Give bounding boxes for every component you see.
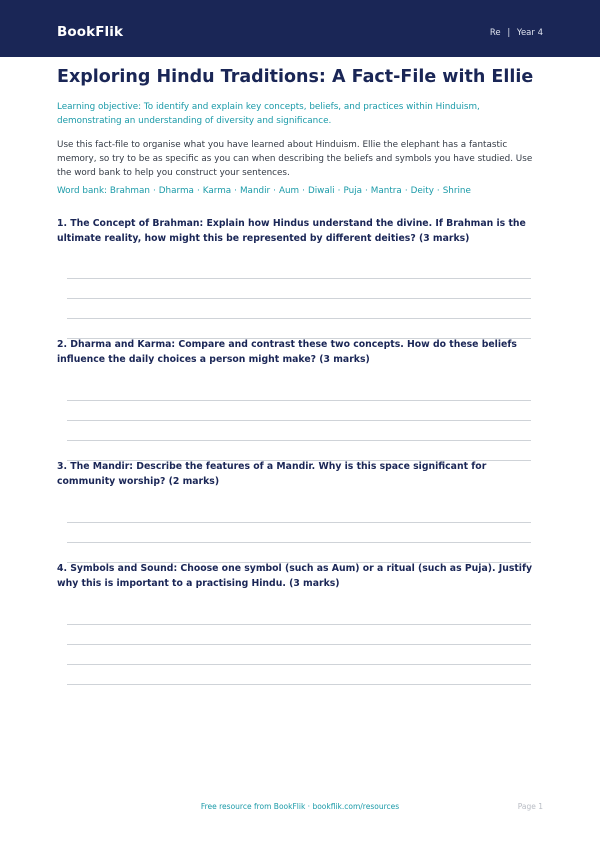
word-bank-word: Mantra	[370, 186, 402, 196]
year-label: Year 4	[516, 28, 543, 38]
worksheet-title: Exploring Hindu Traditions: A Fact-File with Ellie	[57, 67, 534, 87]
question-text: 4. Symbols and Sound: Choose one symbol (such as Aum) or a ritual (such as Puja). Justify why this is important to a practising Hindu. (3 marks)	[57, 563, 533, 589]
subject-label: Re	[489, 28, 501, 38]
learning-objective: Learning objective: To identify and explain key concepts, beliefs, and practices within Hinduism, demonstrating an understanding of diversity and significance.	[57, 102, 480, 126]
answer-line[interactable]	[67, 684, 531, 685]
intro-paragraph: Use this fact-file to organise what you have learned about Hinduism. Ellie the elephant has a fantastic memory, so try to be as specific as you can when describing the beliefs and symbols you have studied. Use the word bank to help you construct your sentences.	[57, 140, 533, 178]
footer-resource-link[interactable]: Free resource from BookFlik · bookflik.com/resources	[200, 802, 400, 811]
answer-line[interactable]	[67, 664, 531, 665]
page-number: Page 1	[517, 802, 543, 811]
word-bank-word: Brahman	[109, 186, 150, 196]
word-bank-word: Deity	[410, 186, 434, 196]
answer-line[interactable]	[67, 624, 531, 625]
answer-line[interactable]	[67, 440, 531, 441]
word-bank-word: Dharma	[158, 186, 194, 196]
page-header	[0, 0, 600, 57]
question-3	[57, 459, 547, 489]
answer-line[interactable]	[67, 542, 531, 543]
word-bank-word: Mandir	[239, 186, 271, 196]
brand-logo-text: BookFlik	[57, 24, 124, 40]
answer-line[interactable]	[67, 278, 531, 279]
word-bank-word: Puja	[343, 186, 362, 196]
question-2	[57, 337, 547, 367]
answer-line[interactable]	[67, 522, 531, 523]
answer-line[interactable]	[67, 420, 531, 421]
question-text: 2. Dharma and Karma: Compare and contrast these two concepts. How do these beliefs influence the daily choices a person might make? (3 marks)	[57, 339, 517, 365]
answer-line[interactable]	[67, 298, 531, 299]
question-1	[57, 216, 547, 246]
word-bank-label: Word bank:	[57, 186, 108, 196]
question-4	[57, 561, 547, 591]
word-bank-word: Karma	[202, 186, 232, 196]
word-bank-word: Shrine	[442, 186, 471, 196]
header-separator: |	[507, 28, 511, 38]
answer-line[interactable]	[67, 644, 531, 645]
subject-year-label	[490, 28, 543, 38]
word-bank-word: Diwali	[307, 186, 335, 196]
word-bank-word: Aum	[278, 186, 300, 196]
question-text: 1. The Concept of Brahman: Explain how Hindus understand the divine. If Brahman is the ultimate reality, how might this be represented by different deities? (3 marks)	[57, 218, 526, 244]
word-bank: Word bank: Brahman · Dharma · Karma · Mandir · Aum · Diwali · Puja · Mantra · Deity · Shrine	[57, 186, 471, 196]
answer-line[interactable]	[67, 318, 531, 319]
question-text: 3. The Mandir: Describe the features of a Mandir. Why is this space significant for community worship? (2 marks)	[57, 461, 487, 487]
answer-line[interactable]	[67, 400, 531, 401]
